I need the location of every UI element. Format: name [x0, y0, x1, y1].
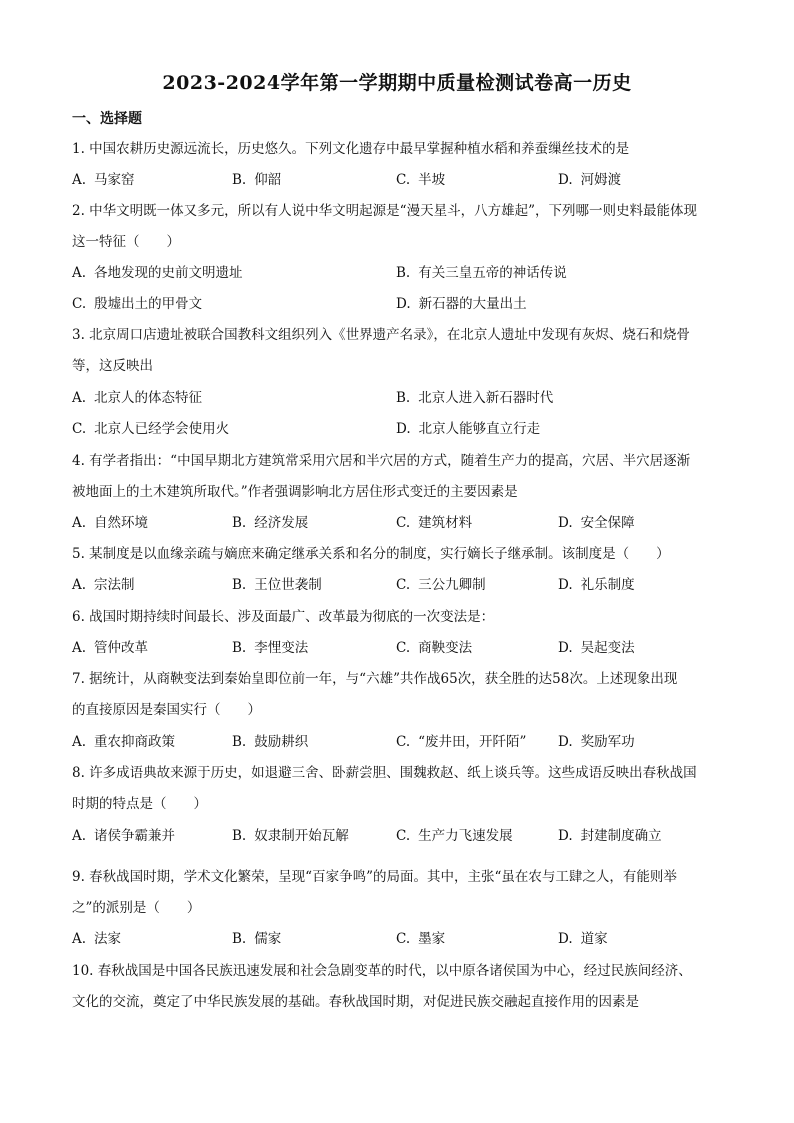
option-b: B. 北京人进入新石器时代	[396, 390, 554, 406]
option-b: B. 儒家	[232, 931, 282, 947]
section-heading: 一、选择题	[72, 111, 142, 127]
question-stem-line: 2. 中华文明既一体又多元，所以有人说中华文明起源是“漫天星斗，八方雄起”，下列哪一则史料最能体现	[72, 203, 697, 219]
option-a: A. 宗法制	[72, 577, 135, 593]
question-stem-line: 4. 有学者指出：“中国早期北方建筑常采用穴居和半穴居的方式，随着生产力的提高，穴居、半穴居逐渐	[72, 453, 691, 469]
question-stem-line: 时期的特点是（ ）	[72, 796, 207, 812]
page-title: 2023-2024学年第一学期期中质量检测试卷高一历史	[162, 72, 632, 94]
question-1-options	[72, 165, 732, 196]
question-4-options	[72, 508, 732, 539]
option-a: A. 管仲改革	[72, 640, 149, 656]
option-d: D. 北京人能够直立行走	[396, 421, 541, 437]
option-c: C. 生产力飞速发展	[396, 828, 513, 844]
question-stem-line: 5. 某制度是以血缘亲疏与嫡庶来确定继承关系和名分的制度，实行嫡长子继承制。该制度是（ ）	[72, 546, 670, 562]
question-stem-line: 被地面上的土木建筑所取代。”作者强调影响北方居住形式变迁的主要因素是	[72, 484, 518, 500]
option-c: C. 商鞅变法	[396, 640, 473, 656]
question-9-stem	[72, 862, 732, 924]
option-b: B. 王位世袭制	[232, 577, 322, 593]
question-3-options-row2	[72, 414, 732, 445]
question-stem-line: 6. 战国时期持续时间最长、涉及面最广、改革最为彻底的一次变法是：	[72, 609, 495, 625]
question-2-options-row2	[72, 289, 732, 320]
question-stem-line: 的直接原因是秦国实行（ ）	[72, 702, 261, 718]
option-c: C. “废井田，开阡陌”	[396, 734, 527, 750]
option-d: D. 河姆渡	[558, 172, 622, 188]
question-stem-line: 10. 春秋战国是中国各民族迅速发展和社会急剧变革的时代，以中原各诸侯国为中心，经过民族间经济、	[72, 963, 692, 979]
option-d: D. 吴起变法	[558, 640, 635, 656]
option-a: A. 自然环境	[72, 515, 149, 531]
option-a: A. 北京人的体态特征	[72, 390, 203, 406]
option-c: C. 三公九卿制	[396, 577, 486, 593]
question-4-stem	[72, 446, 732, 508]
option-a: A. 各地发现的史前文明遗址	[72, 265, 243, 281]
option-a: A. 重农抑商政策	[72, 734, 176, 750]
option-b: B. 鼓励耕织	[232, 734, 309, 750]
question-stem-line: 等，这反映出	[72, 358, 153, 374]
option-d: D. 新石器的大量出土	[396, 296, 527, 312]
option-b: B. 李悝变法	[232, 640, 309, 656]
option-d: D. 奖励军功	[558, 734, 635, 750]
question-5-stem	[72, 539, 732, 570]
question-1-stem	[72, 134, 732, 165]
option-a: A. 马家窑	[72, 172, 135, 188]
question-3-stem	[72, 320, 732, 382]
question-2-stem	[72, 196, 732, 258]
question-2-options	[72, 258, 732, 289]
question-5-options	[72, 570, 732, 601]
question-8-options	[72, 821, 732, 852]
question-stem-line: 之”的派别是（ ）	[72, 900, 201, 916]
question-10-stem	[72, 956, 732, 1018]
question-6-options	[72, 633, 732, 664]
option-d: D. 道家	[558, 931, 608, 947]
option-b: B. 奴隶制开始瓦解	[232, 828, 349, 844]
question-7-options	[72, 727, 732, 758]
option-d: D. 封建制度确立	[558, 828, 662, 844]
option-a: A. 法家	[72, 931, 122, 947]
question-stem-line: 这一特征（ ）	[72, 234, 180, 250]
option-c: C. 北京人已经学会使用火	[72, 421, 230, 437]
question-stem-line: 文化的交流，奠定了中华民族发展的基础。春秋战国时期，对促进民族交融起直接作用的因素是	[72, 994, 639, 1010]
option-b: B. 仰韶	[232, 172, 282, 188]
question-stem-line: 1. 中国农耕历史源远流长，历史悠久。下列文化遗存中最早掌握种植水稻和养蚕缫丝技术的是	[72, 141, 630, 157]
question-3-options	[72, 383, 732, 414]
option-b: B. 有关三皇五帝的神话传说	[396, 265, 567, 281]
option-c: C. 建筑材料	[396, 515, 473, 531]
question-stem-line: 8. 许多成语典故来源于历史，如退避三舍、卧薪尝胆、围魏救赵、纸上谈兵等。这些成语反映出春秋战国	[72, 765, 697, 781]
option-b: B. 经济发展	[232, 515, 309, 531]
option-c: C. 殷墟出土的甲骨文	[72, 296, 203, 312]
question-9-options	[72, 924, 732, 955]
option-a: A. 诸侯争霸兼并	[72, 828, 176, 844]
option-c: C. 墨家	[396, 931, 446, 947]
question-stem-line: 3. 北京周口店遗址被联合国教科文组织列入《世界遗产名录》，在北京人遗址中发现有灰烬、烧石和烧骨	[72, 327, 690, 343]
question-7-stem	[72, 664, 732, 726]
option-d: D. 礼乐制度	[558, 577, 635, 593]
option-c: C. 半坡	[396, 172, 446, 188]
option-d: D. 安全保障	[558, 515, 635, 531]
question-stem-line: 9. 春秋战国时期，学术文化繁荣，呈现“百家争鸣”的局面。其中，主张“虽在农与工肆之人，有能则举	[72, 869, 677, 885]
question-stem-line: 7. 据统计，从商鞅变法到秦始皇即位前一年，与“六雄”共作战65次，获全胜的达58次。上述现象出现	[72, 671, 678, 687]
question-8-stem	[72, 758, 732, 820]
question-6-stem	[72, 602, 732, 633]
